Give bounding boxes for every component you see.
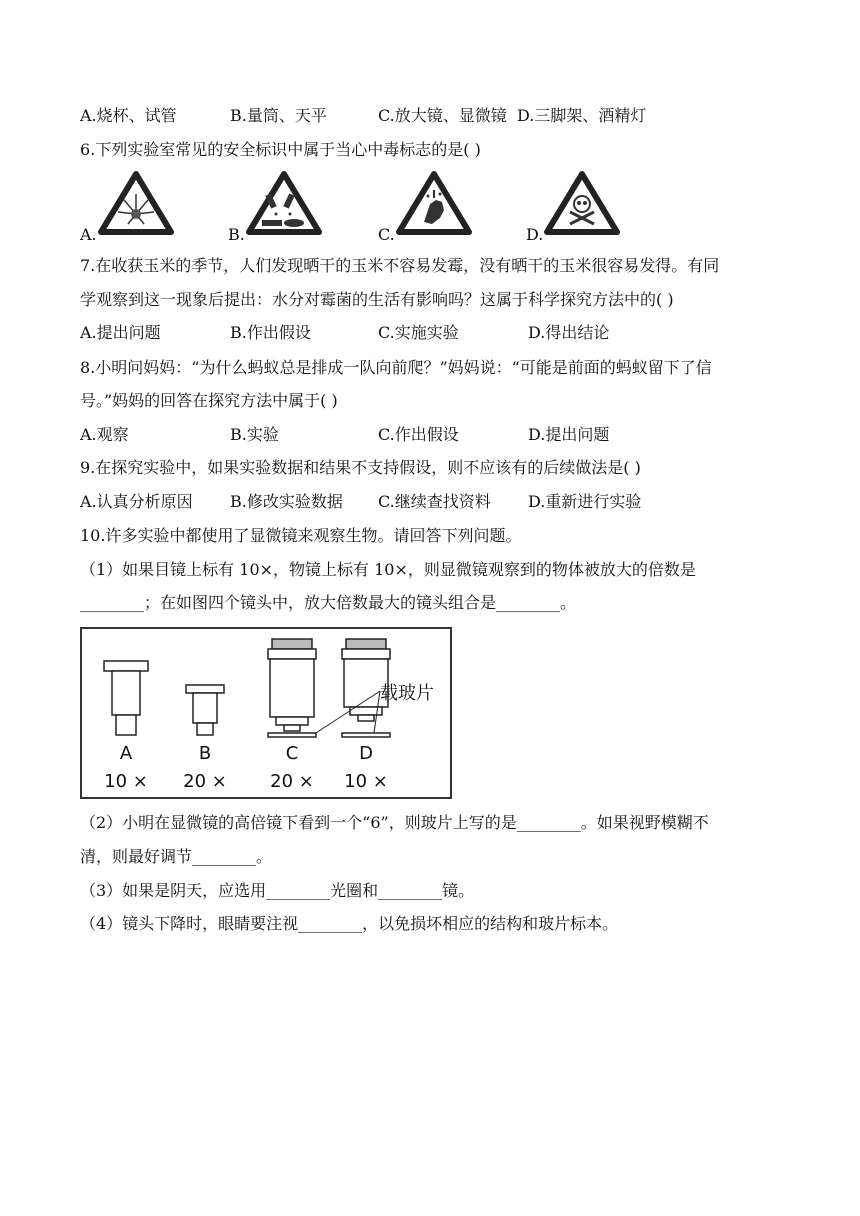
corrosive-hand-warning-icon — [396, 170, 472, 236]
q6-option-a-label: A. — [80, 225, 97, 244]
lens-mag-b: 20 × — [183, 771, 227, 792]
q6-option-b-label: B. — [228, 225, 245, 244]
q6-option-c-label: C. — [378, 225, 395, 244]
q9-option-d: D.重新进行实验 — [528, 492, 642, 511]
q10-stem: 10.许多实验中都使用了显微镜来观察生物。请回答下列问题。 — [80, 526, 522, 545]
q8-stem-line-2: 号。”妈妈的回答在探究方法中属于( ) — [80, 391, 338, 410]
objective-d-icon — [342, 639, 390, 721]
q6-option-d — [526, 170, 666, 246]
q5-option-d: D.三脚架、酒精灯 — [517, 106, 647, 125]
lens-mag-c: 20 × — [270, 771, 314, 792]
q9-option-b: B.修改实验数据 — [230, 492, 343, 511]
eyepiece-a-icon — [104, 661, 148, 735]
lens-mag-d: 10 × — [344, 771, 388, 792]
q8-option-a: A.观察 — [80, 425, 129, 444]
explosive-warning-icon — [98, 170, 174, 236]
q7-stem-line-1: 7.在收获玉米的季节，人们发现晒干的玉米不容易发霉，没有晒干的玉米很容易发得。有同 — [80, 256, 720, 275]
q6-stem: 6.下列实验室常见的安全标识中属于当心中毒标志的是( ) — [80, 140, 481, 159]
q7-stem-line-2: 学观察到这一现象后提出：水分对霉菌的生活有影响吗？这属于科学探究方法中的( ) — [80, 290, 674, 309]
q6-option-d-label: D. — [526, 225, 544, 244]
lens-diagram — [82, 629, 450, 797]
q10-part-2-line-2: 清，则最好调节________。 — [80, 847, 273, 866]
q10-part-1-line-2: ________；在如图四个镜头中，放大倍数最大的镜头组合是________。 — [80, 593, 577, 612]
q6-option-c — [378, 170, 518, 246]
objective-c-icon — [268, 639, 316, 731]
q6-option-b — [228, 170, 368, 246]
q5-option-b: B.量筒、天平 — [230, 106, 327, 125]
lens-letter-b: B — [198, 743, 212, 764]
q10-part-1-line-1: （1）如果目镜上标有 10×，物镜上标有 10×，则显微镜观察到的物体被放大的倍数是 — [80, 560, 696, 579]
microscope-lens-figure — [80, 627, 452, 799]
q10-part-2-line-1: （2）小明在显微镜的高倍镜下看到一个“6”，则玻片上写的是________。如果视野模糊不 — [80, 813, 709, 832]
q6-options — [80, 170, 780, 246]
q8-option-b: B.实验 — [230, 425, 279, 444]
q10-part-4: （4）镜头下降时，眼睛要注视________，以免损坏相应的结构和玻片标本。 — [80, 914, 619, 933]
q7-option-d: D.得出结论 — [528, 323, 610, 342]
q10-part-3: （3）如果是阴天，应选用________光圈和________镜。 — [80, 881, 475, 900]
q5-option-a: A.烧杯、试管 — [80, 106, 177, 125]
toxic-skull-warning-icon — [544, 170, 620, 236]
lens-letter-a: A — [119, 743, 133, 764]
corrosive-warning-icon — [246, 170, 322, 236]
q7-option-a: A.提出问题 — [80, 323, 161, 342]
q8-option-d: D.提出问题 — [528, 425, 610, 444]
q8-option-c: C.作出假设 — [378, 425, 459, 444]
q9-stem: 9.在探究实验中，如果实验数据和结果不支持假设，则不应该有的后续做法是( ) — [80, 458, 641, 477]
q9-option-a: A.认真分析原因 — [80, 492, 193, 511]
slides — [268, 733, 390, 737]
q8-stem-line-1: 8.小明问妈妈：“为什么蚂蚁总是排成一队向前爬？”妈妈说：“可能是前面的蚂蚁留下了信 — [80, 358, 712, 377]
lens-letter-c: C — [285, 743, 299, 764]
q6-option-a — [80, 170, 220, 246]
lens-letter-d: D — [359, 743, 373, 764]
q7-option-b: B.作出假设 — [230, 323, 311, 342]
lens-mag-a: 10 × — [104, 771, 148, 792]
q5-option-c: C.放大镜、显微镜 — [378, 106, 507, 125]
q9-option-c: C.继续查找资料 — [378, 492, 491, 511]
q7-option-c: C.实施实验 — [378, 323, 459, 342]
slide-label: 载玻片 — [380, 683, 434, 704]
eyepiece-b-icon — [186, 685, 224, 735]
